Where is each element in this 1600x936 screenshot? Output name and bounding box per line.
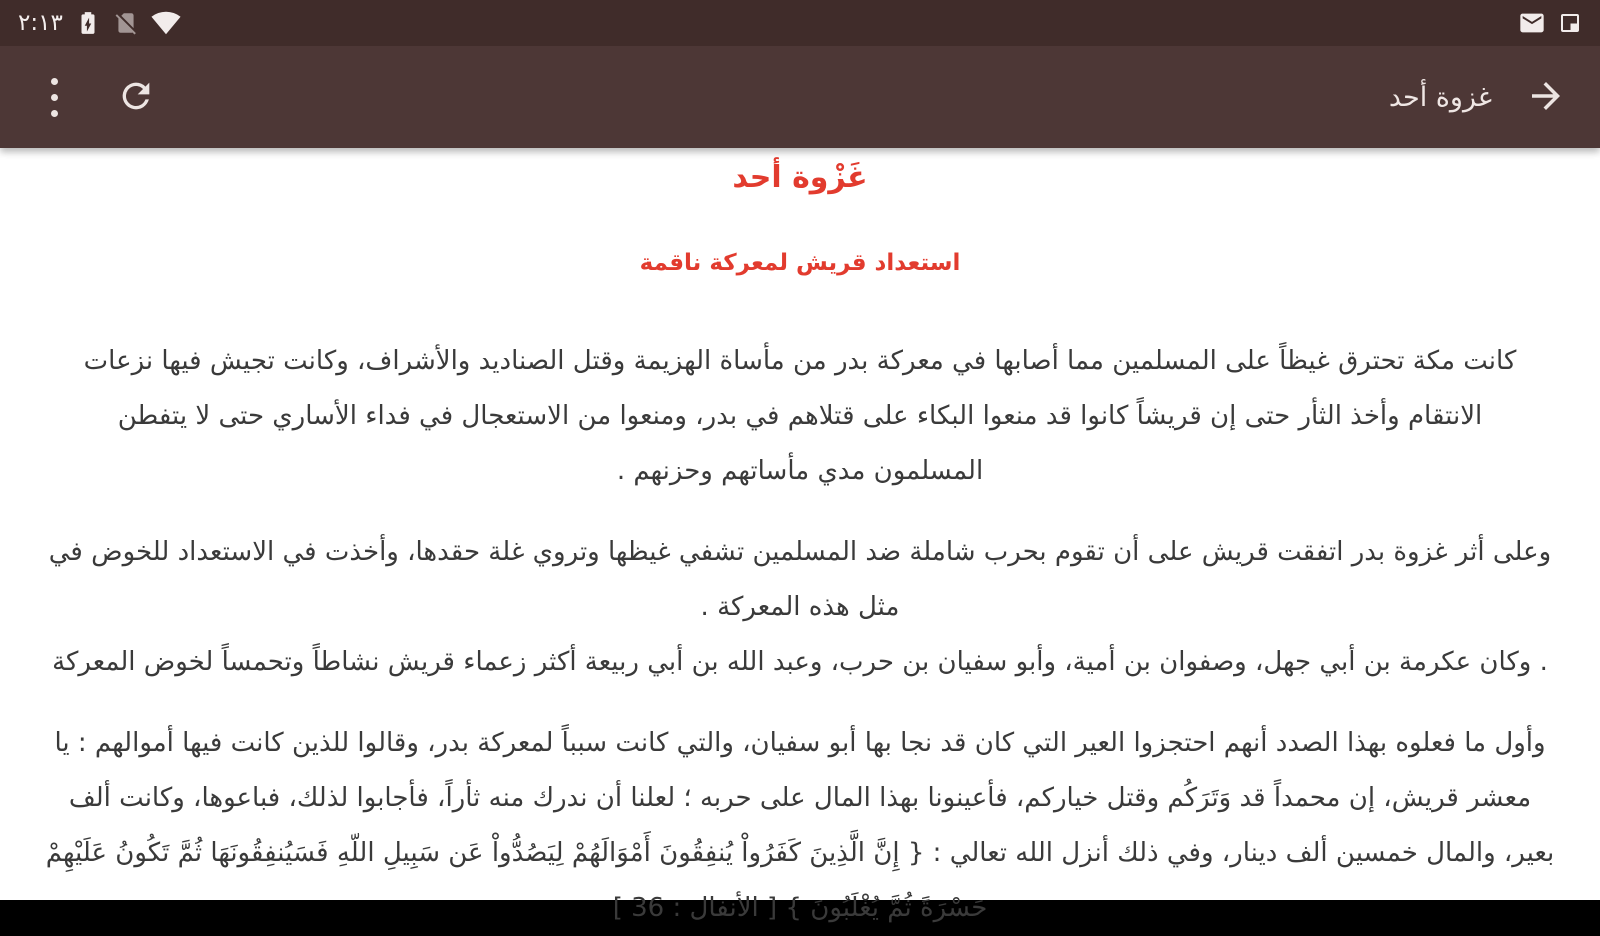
text-line: معشر قريش، إن محمداً قد وَتَرَكُم وقتل خياركم، فأعينونا بهذا المال على حربه ؛ لعلنا أن ندرك منه ثأراً، فأجابوا لذلك، فباعوها، وكانت ألف [68,783,1532,813]
status-time: ٢:١٣ [18,10,63,36]
status-bar-left [18,8,181,38]
text-line: وأول ما فعلوه بهذا الصدد أنهم احتجزوا العير التي كان قد نجا بها أبو سفيان، والتي كانت سبباً لمعركة بدر، وقالوا للذين كانت فيها أموالهم : يا [54,728,1546,758]
back-arrow-icon [1525,75,1567,120]
article-title: غَزْوة أحد [732,160,868,195]
overflow-menu-button[interactable] [26,69,82,125]
page-title: غزوة أحد [1388,81,1492,113]
article-content[interactable] [0,148,1600,923]
screenshot-notification-icon [1558,11,1582,35]
paragraph [0,334,1600,499]
app-bar-title-area [1361,69,1574,125]
app-bar [0,46,1600,148]
battery-charging-icon [75,10,101,36]
text-line: مثل هذه المعركة . [700,592,900,622]
email-notification-icon [1518,9,1546,37]
app-bar-actions [26,69,164,125]
text-line: كانت مكة تحترق غيظاً على المسلمين مما أصابها في معركة بدر من مأساة الهزيمة وقتل الصناديد والأشراف، وكانت تجيش فيها نزعات [83,346,1517,376]
text-line: وعلى أثر غزوة بدر اتفقت قريش على أن تقوم بحرب شاملة ضد المسلمين تشفي غيظها وتروي غلة حقدها، وأخذت في الاستعداد للخوض في [48,537,1552,567]
refresh-button[interactable] [108,69,164,125]
status-bar [0,0,1600,46]
paragraph [0,525,1600,690]
wifi-icon [151,8,181,38]
refresh-icon [116,76,156,119]
overflow-menu-icon [51,78,58,117]
article-subtitle: استعداد قريش لمعركة ناقمة [639,250,961,276]
back-button[interactable] [1518,69,1574,125]
text-line: الانتقام وأخذ الثأر حتى إن قريشاً كانوا قد منعوا البكاء على قتلاهم في بدر، ومنعوا من الاستعجال في فداء الأساري حتى لا يتفطن [117,401,1483,431]
text-line: المسلمون مدي مأساتهم وحزنهم . [616,456,984,486]
article-body [0,334,1600,936]
text-line: بعير، والمال خمسين ألف دينار، وفي ذلك أنزل الله تعالي : { إِنَّ الَّذِينَ كَفَرُواْ يُنفِقُونَ أَمْوَالَهُمْ لِيَصُدُّواْ عَن سَبِيلِ اللّهِ فَسَيُنفِقُونَهَا ثُمَّ تَكُونُ عَلَيْهِمْ [45,838,1555,868]
no-sim-icon [113,10,139,36]
text-line: . وكان عكرمة بن أبي جهل، وصفوان بن أمية، وأبو سفيان بن حرب، وعبد الله بن أبي ربيعة أكثر زعماء قريش نشاطاً وتحمساً لخوض المعركة [52,647,1548,677]
paragraph [0,716,1600,936]
text-line: حَسْرَةً ثُمَّ يُغْلَبُونَ } [ الأنفال : 36 ] [612,893,988,923]
status-bar-right [1518,9,1582,37]
